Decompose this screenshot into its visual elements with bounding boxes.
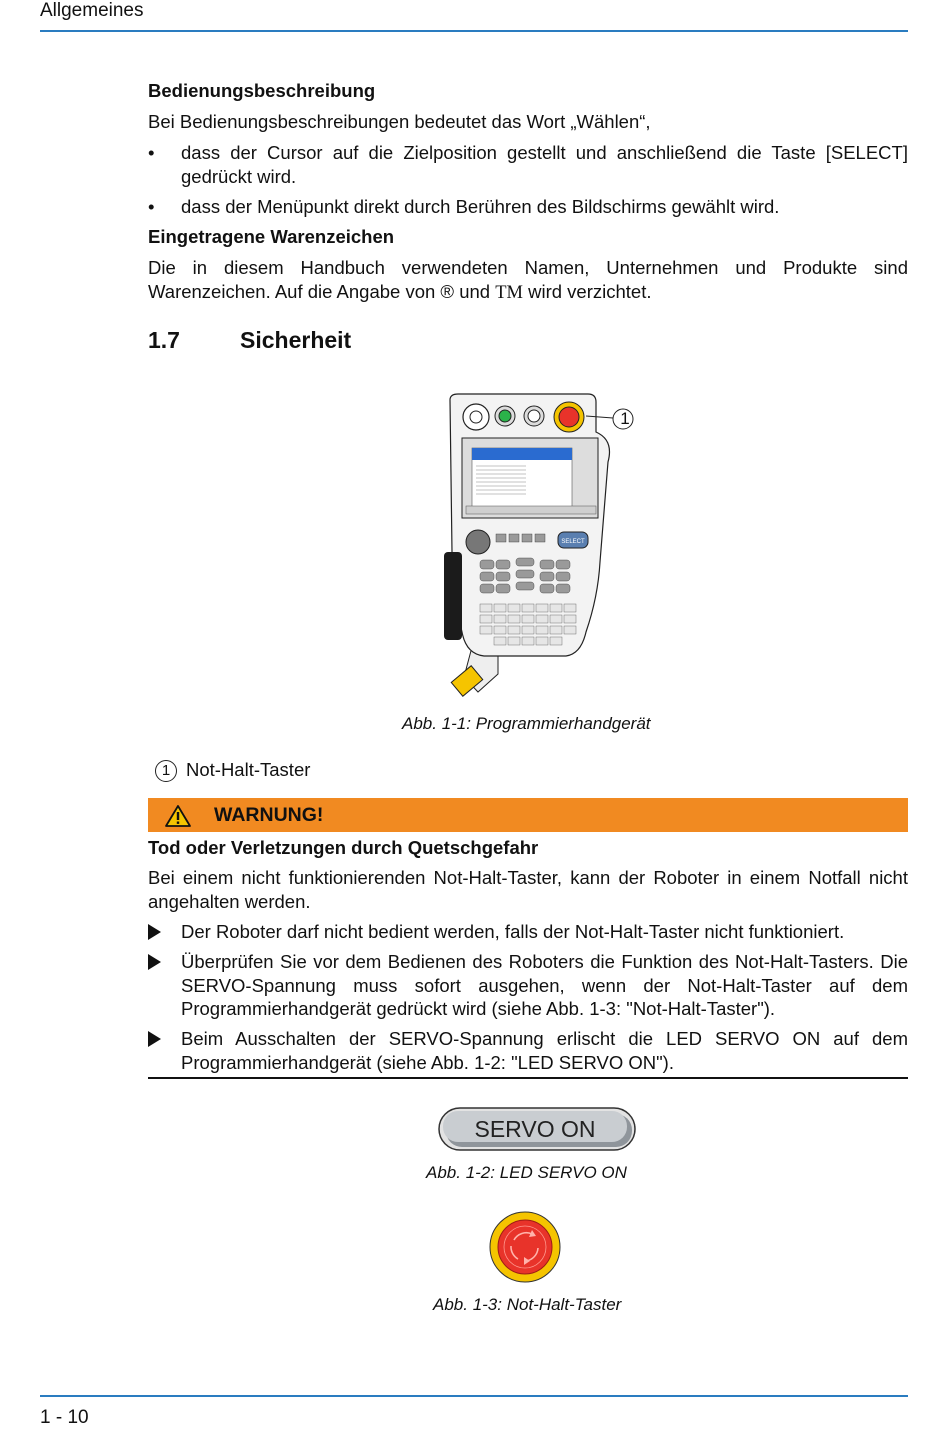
warning-bullet (148, 1027, 908, 1074)
arrow-right-icon (148, 1031, 161, 1047)
figure1-caption: Abb. 1-1: Programmierhandgerät (402, 714, 651, 733)
warning-end-rule (148, 1077, 908, 1079)
arrow-right-icon (148, 924, 161, 940)
section-number: 1.7 (148, 327, 180, 353)
footer-rule (40, 1395, 908, 1397)
trademarks-heading: Eingetragene Warenzeichen (148, 226, 395, 247)
servo-on-led-label: SERVO ON (474, 1116, 596, 1142)
running-header: Allgemeines (40, 0, 144, 21)
warning-intro: Bei einem nicht funktionierenden Not-Halt-Taster, kann der Roboter in einem Notfall nicht angehalten werden. (148, 867, 908, 912)
trademarks-text-after: wird verzichtet. (522, 280, 652, 302)
operation-heading: Bedienungsbeschreibung (148, 80, 376, 101)
trademarks-text (148, 256, 908, 305)
operation-intro: Bei Bedienungsbeschreibungen bedeutet das Wort „Wählen“, (148, 111, 651, 132)
bullet-dot: • (148, 196, 155, 217)
warning-bullet-text: Der Roboter darf nicht bedient werden, falls der Not-Halt-Taster nicht funktioniert. (181, 921, 845, 942)
operation-bullet-text: dass der Menüpunkt direkt durch Berühren des Bildschirms gewählt wird. (181, 196, 780, 217)
header-rule (40, 30, 908, 32)
warning-triangle-icon (164, 804, 192, 828)
arrow-right-icon (148, 954, 161, 970)
section-title: Sicherheit (240, 327, 352, 353)
figure2-caption: Abb. 1-2: LED SERVO ON (426, 1163, 627, 1182)
trademarks-text-before: Die in diesem Handbuch verwendeten Namen, Unternehmen und Produkte sind Warenzeichen. Auf die Angabe von ® und (148, 257, 908, 302)
teach-pendant-illustration (436, 392, 646, 702)
bullet-dot: • (148, 142, 155, 163)
select-key-label: SELECT (561, 539, 585, 545)
legend-label: Not-Halt-Taster (186, 759, 311, 780)
warning-bullet-text: Überprüfen Sie vor dem Bedienen des Roboters die Funktion des Not-Halt-Tasters. Die SERVO-Spannung muss sofort ausgehen, wenn der Not-Halt-Taster auf dem Programmierhandgerät gedrückt wird (siehe Abb. 1-3: "Not-Halt-Taster"). (181, 951, 908, 1019)
emergency-stop-icon (488, 1210, 562, 1284)
legend-number: 1 (155, 760, 177, 782)
operation-bullet (148, 141, 908, 188)
figure-callout-number: 1 (620, 409, 630, 428)
figure3-caption: Abb. 1-3: Not-Halt-Taster (433, 1295, 622, 1314)
warning-heading: Tod oder Verletzungen durch Quetschgefahr (148, 837, 539, 858)
warning-bullet-text: Beim Ausschalten der SERVO-Spannung erlischt die LED SERVO ON auf dem Programmierhandgerät (siehe Abb. 1-2: "LED SERVO ON"). (181, 1028, 908, 1073)
warning-bullet (148, 920, 908, 944)
tm-symbol: TM (495, 282, 523, 303)
warning-bullet (148, 950, 908, 1021)
operation-bullet (148, 195, 908, 219)
page-number: 1 - 10 (40, 1407, 89, 1428)
warning-label: WARNUNG! (214, 804, 324, 826)
operation-bullet-text: dass der Cursor auf die Zielposition gestellt und anschließend die Taste [SELECT] gedrückt wird. (181, 142, 908, 187)
